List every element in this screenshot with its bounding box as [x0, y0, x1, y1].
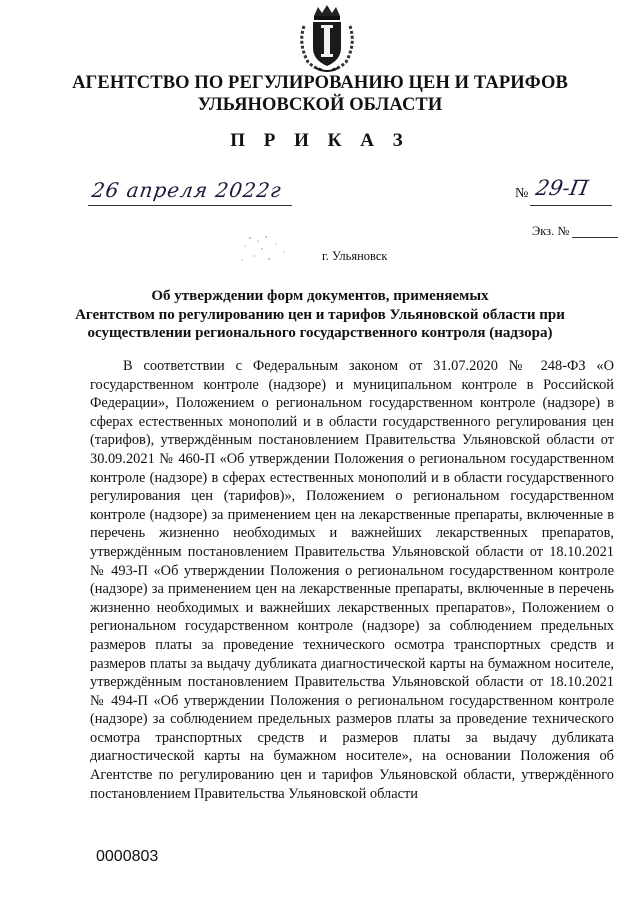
handwritten-date: 26 апреля 2022г [90, 178, 284, 202]
date-underline [88, 205, 292, 206]
document-serial-code: 0000803 [96, 848, 159, 865]
copy-number-label: Экз. № [532, 224, 570, 238]
ulyanovsk-coat-of-arms-icon [296, 4, 358, 74]
order-subject [70, 287, 570, 343]
scan-speckle [236, 232, 296, 268]
subject-line3: осуществлении регионального государственного контроля (надзора) [87, 325, 553, 341]
body-paragraph: В соответствии с Федеральным законом от 31.07.2020 № 248-ФЗ «О государственном контроле (надзоре) и муниципальном контроле в Российской Федерации», Положением о региональном государственном контроле (надзоре) в сферах естественных монополий и в области государственного регулирования цен (тарифов), утверждённым постановлением Правительства Ульяновской области от 30.09.2021 № 460-П «Об утверждении Положения о региональном государственном контроле (надзоре) в сферах естественных монополий и в области государственного регулирования цен (тарифов)», Положением о региональном государственном контроле (надзоре) за применением цен на лекарственные препараты, включенные в перечень жизненно необходимых и важнейших лекарственных препаратов, утверждённым постановлением Правительства Ульяновской области от 18.10.2021 № 493-П «Об утверждении Положения о региональном государственном контроле (надзоре) за применением цен на лекарственные препараты, включенные в перечень жизненно необходимых и важнейших лекарственных препаратов», Положением о региональном государственном контроле (надзоре) за соблюдением предельных размеров платы за проведение технического осмотра транспортных средств и размеров платы за выдачу дубликата диагностической карты на бумажном носителе, утверждённым постановлением Правительства Ульяновской области от 18.10.2021 № 494-П «Об утверждении Положения о региональном государственном контроле (надзоре) за соблюдением предельных размеров платы за проведение технического осмотра транспортных средств и размеров платы за выдачу дубликата диагностической карты на бумажном носителе», на основании Положения об Агентстве по регулированию цен и тарифов Ульяновской области, утверждённого постановлением Правительства Ульяновской области [90, 358, 614, 802]
number-sign: № [515, 186, 529, 201]
agency-name-line1: АГЕНТСТВО ПО РЕГУЛИРОВАНИЮ ЦЕН И ТАРИФОВ [72, 73, 568, 93]
city-name: г. Ульяновск [322, 249, 388, 263]
subject-line2: Агентством по регулированию цен и тарифов Ульяновской области при [75, 306, 565, 323]
handwritten-order-number: 29-П [533, 176, 591, 200]
subject-line1: Об утверждении форм документов, применяемых [151, 288, 489, 304]
order-title: П Р И К А З [230, 130, 410, 151]
number-underline [530, 205, 612, 206]
agency-name-line2: УЛЬЯНОВСКОЙ ОБЛАСТИ [197, 95, 443, 115]
copy-number-line [572, 237, 618, 238]
agency-name [60, 72, 580, 116]
